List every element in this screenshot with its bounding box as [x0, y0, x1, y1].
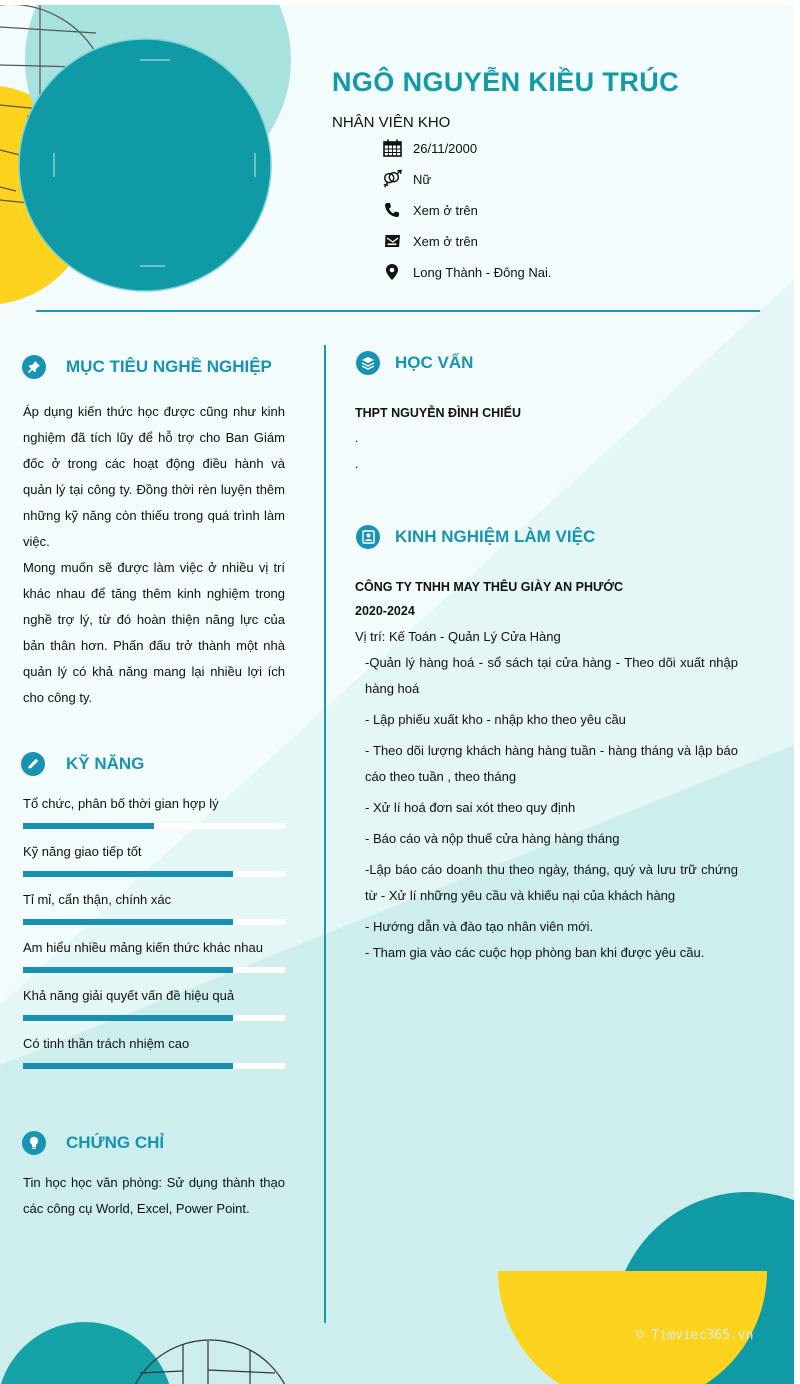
skill-bar	[23, 1015, 285, 1021]
calendar-icon	[382, 138, 402, 158]
candidate-name: NGÔ NGUYỄN KIỀU TRÚC	[332, 67, 680, 97]
company-name: CÔNG TY TNHH MAY THÊU GIÀY AN PHƯỚC	[355, 580, 624, 594]
work-position: Vị trí: Kế Toán - Quản Lý Cửa Hàng	[355, 629, 561, 644]
info-email	[382, 230, 478, 252]
gender-text: Nữ	[413, 171, 432, 187]
skill-bar-fill	[23, 1063, 233, 1069]
job-title: NHÂN VIÊN KHO	[332, 114, 451, 131]
skill-bar-fill	[23, 919, 233, 925]
location-pin-icon	[382, 262, 402, 282]
skill-bar	[23, 967, 285, 973]
skill-bar-fill	[23, 967, 233, 973]
certificates-title: CHỨNG CHỈ	[66, 1133, 165, 1152]
work-period: 2020-2024	[355, 604, 415, 618]
info-gender	[382, 168, 432, 190]
education-detail-2: .	[355, 457, 359, 471]
email-text[interactable]: Xem ở trên	[413, 233, 478, 249]
header-divider	[36, 310, 760, 312]
education-title: HỌC VẤN	[395, 353, 474, 372]
skill-label: Tỉ mỉ, cẩn thận, chính xác	[23, 892, 172, 907]
certificate-text: Tin học học văn phòng: Sử dụng thành thạo các công cụ World, Excel, Power Point.	[23, 1175, 285, 1216]
info-address	[382, 261, 552, 283]
cv-page	[0, 5, 794, 1384]
address-text: Long Thành - Đông Nai.	[413, 264, 552, 280]
skill-bar-fill	[23, 1015, 233, 1021]
info-phone	[382, 199, 478, 221]
lightbulb-icon	[22, 1131, 46, 1155]
pin-icon	[22, 355, 46, 379]
pencil-icon	[21, 752, 45, 776]
skill-bar-fill	[23, 871, 233, 877]
gender-icon	[382, 169, 402, 189]
skill-label: Tổ chức, phân bố thời gian hợp lý	[23, 796, 219, 811]
skills-title: KỸ NĂNG	[66, 754, 145, 773]
id-card-icon	[356, 525, 380, 549]
duty-item: - Báo cáo và nộp thuế cửa hàng hàng tháng	[365, 831, 620, 846]
phone-text[interactable]: Xem ở trên	[413, 202, 478, 218]
skill-label: Có tinh thần trách nhiệm cao	[23, 1036, 190, 1051]
skill-bar-fill	[23, 823, 154, 829]
duty-item: -Lập báo cáo doanh thu theo ngày, tháng, quý và lưu trữ chứng từ - Xử lí những yêu cầu và khiếu nại của khách hàng	[365, 862, 738, 903]
email-icon	[382, 231, 402, 251]
duty-item: - Xử lí hoá đơn sai xót theo quy định	[365, 800, 576, 815]
education-detail-1: .	[355, 431, 359, 445]
school-name: THPT NGUYỄN ĐÌNH CHIẾU	[355, 406, 521, 420]
duty-item: - Lập phiếu xuất kho - nhập kho theo yêu cầu	[365, 712, 626, 727]
watermark: © Timviec365.vn	[636, 1328, 754, 1343]
skill-bar	[23, 871, 285, 877]
duty-item: - Hướng dẫn và đào tạo nhân viên mới.	[365, 919, 594, 934]
phone-icon	[382, 200, 402, 220]
objective-paragraph-1: Áp dụng kiến thức học được cũng như kinh nghiệm đã tích lũy để hỗ trợ cho Ban Giám đốc ở trong các hoạt động điều hành và quản lý tại công ty. Đồng thời rèn luyện thêm những kỹ năng còn thiếu trong quá trình làm việc.	[23, 404, 285, 549]
skill-bar	[23, 823, 285, 829]
objective-title: MỤC TIÊU NGHỀ NGHIỆP	[66, 357, 272, 376]
skill-label: Kỹ năng giao tiếp tốt	[23, 844, 142, 859]
skill-label: Khả năng giải quyết vấn đề hiệu quả	[23, 988, 235, 1003]
column-divider	[324, 345, 326, 1323]
layers-icon	[356, 351, 380, 375]
skill-label: Am hiểu nhiều mảng kiến thức khác nhau	[23, 940, 263, 955]
duty-item: - Tham gia vào các cuộc họp phòng ban khi được yêu cầu.	[365, 945, 705, 960]
skill-bar	[23, 919, 285, 925]
info-birthdate	[382, 137, 478, 159]
objective-paragraph-2: Mong muốn sẽ được làm việc ở nhiều vị trí khác nhau để tăng thêm kinh nghiệm trong nghề trợ lý, từ đó hoàn thiện năng lực của bản thân hơn. Phấn đấu trở thành một nhà quản lý có khả năng mang lại nhiều lợi ích cho công ty.	[23, 560, 285, 705]
skill-bar	[23, 1063, 285, 1069]
birthdate-text: 26/11/2000	[413, 140, 478, 156]
experience-title: KINH NGHIỆM LÀM VIỆC	[395, 527, 596, 546]
duty-item: - Theo dõi lượng khách hàng hàng tuần - hàng tháng và lập báo cáo theo tuần , theo tháng	[365, 743, 738, 784]
duty-item: -Quản lý hàng hoá - sổ sách tại cửa hàng - Theo dõi xuất nhập hàng hoá	[365, 655, 738, 696]
